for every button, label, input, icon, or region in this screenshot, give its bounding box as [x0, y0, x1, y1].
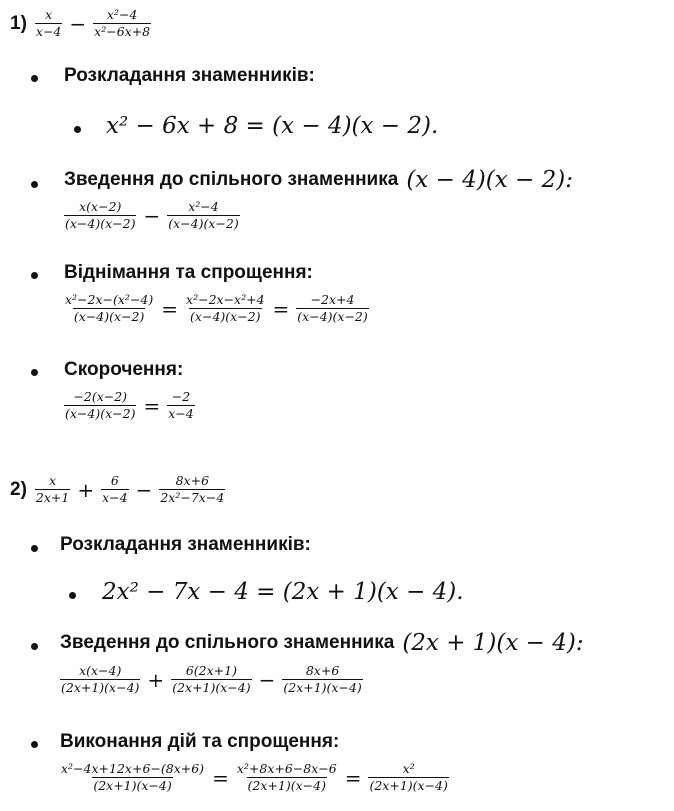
fraction: $\frac{\text{x²−4x+12x+6−(8x+6)}}{(2x+1)(x-4)}$ — [61, 761, 205, 793]
fraction: $\frac{\text{x²+8x+6−8x−6}}{(2x+1)(x-4)}$ — [236, 761, 337, 793]
fraction: $\frac{\text{x²−4}}{(x-4)(x-2)}$ — [168, 199, 239, 231]
bullet — [31, 369, 38, 376]
step-heading: Зведення до спільного знаменника (2x + 1)(x − 4): — [60, 630, 584, 656]
step-heading: Розкладання знаменників: — [60, 534, 311, 555]
bullet — [31, 545, 38, 552]
fraction: $\frac{\text{x²−2x−(x²−4)}}{(x-4)(x-2)}$ — [65, 292, 154, 324]
step-heading: Виконання дій та спрощення: — [60, 731, 340, 752]
fraction: $\frac{8x+6}{(2x+1)(x-4)}$ — [283, 663, 362, 695]
step-heading: Скорочення: — [64, 359, 184, 380]
problem-1-expression — [10, 8, 153, 39]
step-heading: Розкладання знаменників: — [64, 65, 315, 86]
step-expression: $\frac{x(x-2)}{(x-4)(x-2)}$ − $\frac{\text{x²−4}}{(x-4)(x-2)}$ — [62, 200, 242, 231]
factorization-equation: 2x² − 7x − 4 = (2x + 1)(x − 4). — [102, 579, 464, 605]
problem-number: 2) — [10, 478, 27, 500]
bullet — [31, 181, 38, 188]
fraction: $\frac{6(2x+1)}{(2x+1)(x-4)}$ — [172, 663, 251, 695]
step-expression: $\frac{\text{x²−2x−(x²−4)}}{(x-4)(x-2)}$ = $\frac{\text{x²−2x−x²+4}}{(x-4)(x-2)}$ = $\frac{-2x+4}{(x-4)(x-2)}$ — [62, 293, 371, 324]
fraction: $\frac{\text{x²−4}}{\text{x²−6x+8}}$ — [94, 7, 151, 39]
bullet — [69, 592, 76, 599]
step-expression: $\frac{-2(x-2)}{(x-4)(x-2)}$ = $\frac{-2}{x-4}$ — [62, 390, 197, 421]
problem-2-expression: 2) $\frac{x}{2x+1}$ + $\frac{6}{x-4}$ − $\frac{8x+6}{\text{2x²−7x−4}}$ — [10, 474, 227, 505]
fraction: $\frac{x(x-2)}{(x-4)(x-2)}$ — [65, 199, 136, 231]
operator: − — [69, 11, 87, 36]
fraction: $\frac{-2(x-2)}{(x-4)(x-2)}$ — [65, 389, 136, 421]
factorization-equation: x² − 6x + 8 = (x − 4)(x − 2). — [106, 113, 439, 139]
step-expression: $\frac{x(x-4)}{(2x+1)(x-4)}$ + $\frac{6(2x+1)}{(2x+1)(x-4)}$ − $\frac{8x+6}{(2x+1)(x-4)}$ — [58, 664, 365, 695]
step-expression: $\frac{\text{x²−4x+12x+6−(8x+6)}}{(2x+1)(x-4)}$ = $\frac{\text{x²+8x+6−8x−6}}{(2x+1)(x-4)}$ = $\frac{\text{x²}}{(2x+1)(x-4)}$ — [58, 762, 451, 793]
bullet — [31, 272, 38, 279]
bullet — [74, 126, 81, 133]
fraction: $\frac{x}{2x+1}$ — [35, 473, 70, 505]
problem-number: 1) — [10, 12, 27, 34]
fraction: $\frac{\text{x²−2x−x²+4}}{(x-4)(x-2)}$ — [186, 292, 265, 324]
step-heading: Віднімання та спрощення: — [64, 262, 313, 283]
bullet — [31, 75, 38, 82]
fraction: $\frac{6}{x-4}$ — [102, 473, 128, 505]
step-heading: Зведення до спільного знаменника (x − 4)(x − 2): — [64, 167, 573, 193]
bullet — [31, 643, 38, 650]
fraction: $\frac{\text{x²}}{(2x+1)(x-4)}$ — [369, 761, 448, 793]
fraction: $\frac{x(x-4)}{(2x+1)(x-4)}$ — [61, 663, 140, 695]
fraction: $\frac{8x+6}{\text{2x²−7x−4}}$ — [160, 473, 225, 505]
fraction: $\frac{-2x+4}{(x-4)(x-2)}$ — [297, 292, 368, 324]
bullet — [31, 741, 38, 748]
fraction: $\frac{-2}{x-4}$ — [168, 389, 194, 421]
fraction: $\frac{x}{x-4}$ — [35, 7, 62, 39]
